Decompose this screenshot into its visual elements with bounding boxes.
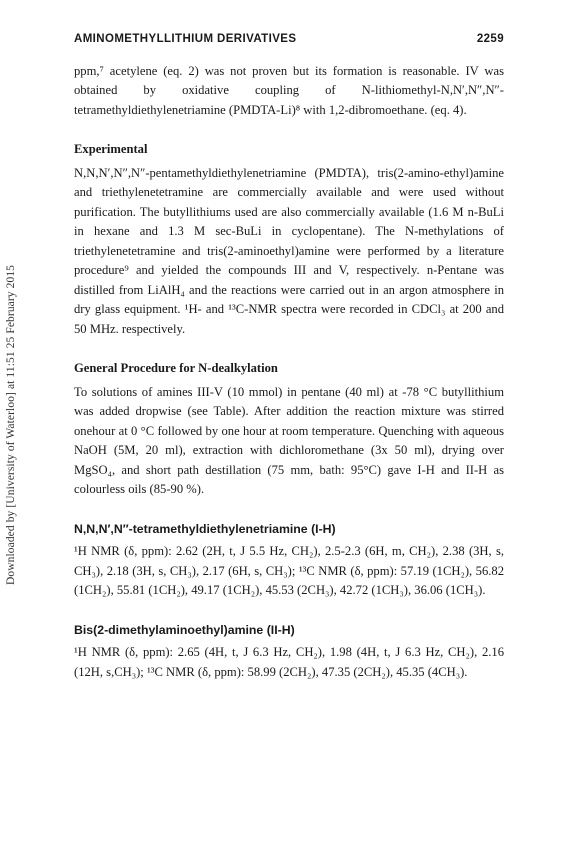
general-procedure-heading: General Procedure for N-dealkylation xyxy=(74,361,278,375)
general-procedure-paragraph: To solutions of amines III-V (10 mmol) in pentane (40 ml) at -78 °C butyllithium was added dropwise (see Table). After addition the reaction mixture was stirred onehour at 0 °C followed by one hour at room temperature. Quenching with aqueous NaOH (5M, 20 ml), extraction with dichloromethane (3x 50 ml), drying over MgSO₄, and short path destillation (75 mm, bath: 95°C) gave I-H and II-H as colourless oils (85-90 %). xyxy=(74,384,504,496)
running-title: AMINOMETHYLLITHIUM DERIVATIVES xyxy=(74,33,297,45)
compound-1-title: N,N,N′,N″-tetramethyldiethylenetriamine (I-H) xyxy=(74,521,336,536)
download-notice: Downloaded by [University of Waterloo] at 11:51 25 February 2015 xyxy=(5,264,17,586)
download-notice-sidebar xyxy=(4,190,18,660)
page xyxy=(74,30,504,682)
intro-paragraph: ppm,⁷ acetylene (eq. 2) was not proven but its formation is reasonable. IV was obtained by oxidative coupling of N-lithiomethyl-N,N′,N″,N″-tetramethyldiethylenetriamine (PMDTA-Li)⁸ with 1,2-dibromoethane. (eq. 4). xyxy=(74,63,504,117)
compound-2-nmr: ¹H NMR (δ, ppm): 2.65 (4H, t, J 6.3 Hz, CH₂), 1.98 (4H, t, J 6.3 Hz, CH₂), 2.16 (12H, s,CH₃); ¹³C NMR (δ, ppm): 58.99 (2CH₂), 47.35 (2CH₂), 45.35 (4CH₃). xyxy=(74,645,504,679)
compound-2-title: Bis(2-dimethylaminoethyl)amine (II-H) xyxy=(74,622,295,637)
running-header xyxy=(74,30,504,50)
page-number: 2259 xyxy=(476,33,504,45)
experimental-paragraph: N,N,N′,N″,N″-pentamethyldiethylenetriamine (PMDTA), tris(2-amino-ethyl)amine and triethylenetetramine are commercially available and were used without purification. The butyllithiums used are also commercially available (1.6 M n-BuLi in hexane and 1.3 M sec-BuLi in cyclopentane). The N-methylations of triethylenetetramine and tris(2-aminoethyl)amine were performed by a literature procedure⁹ and yielded the compounds III and V, respectively. n-Pentane was distilled from LiAlH₄ and the reactions were carried out in an argon atmosphere in dry glass equipment. ¹H- and ¹³C-NMR spectra were recorded in CDCl₃ at 200 and 50 MHz. respectively. xyxy=(74,165,504,336)
compound-1-nmr: ¹H NMR (δ, ppm): 2.62 (2H, t, J 5.5 Hz, CH₂), 2.5-2.3 (6H, m, CH₂), 2.38 (3H, s, CH₃), 2.18 (3H, s, CH₃), 2.17 (6H, s, CH₃); ¹³C NMR (δ, ppm): 57.19 (1CH₂), 56.82 (1CH₂), 55.81 (1CH₂), 49.17 (1CH₂), 45.53 (2CH₃), 42.72 (1CH₃), 36.06 (1CH₃). xyxy=(74,544,504,597)
experimental-heading: Experimental xyxy=(74,142,148,156)
